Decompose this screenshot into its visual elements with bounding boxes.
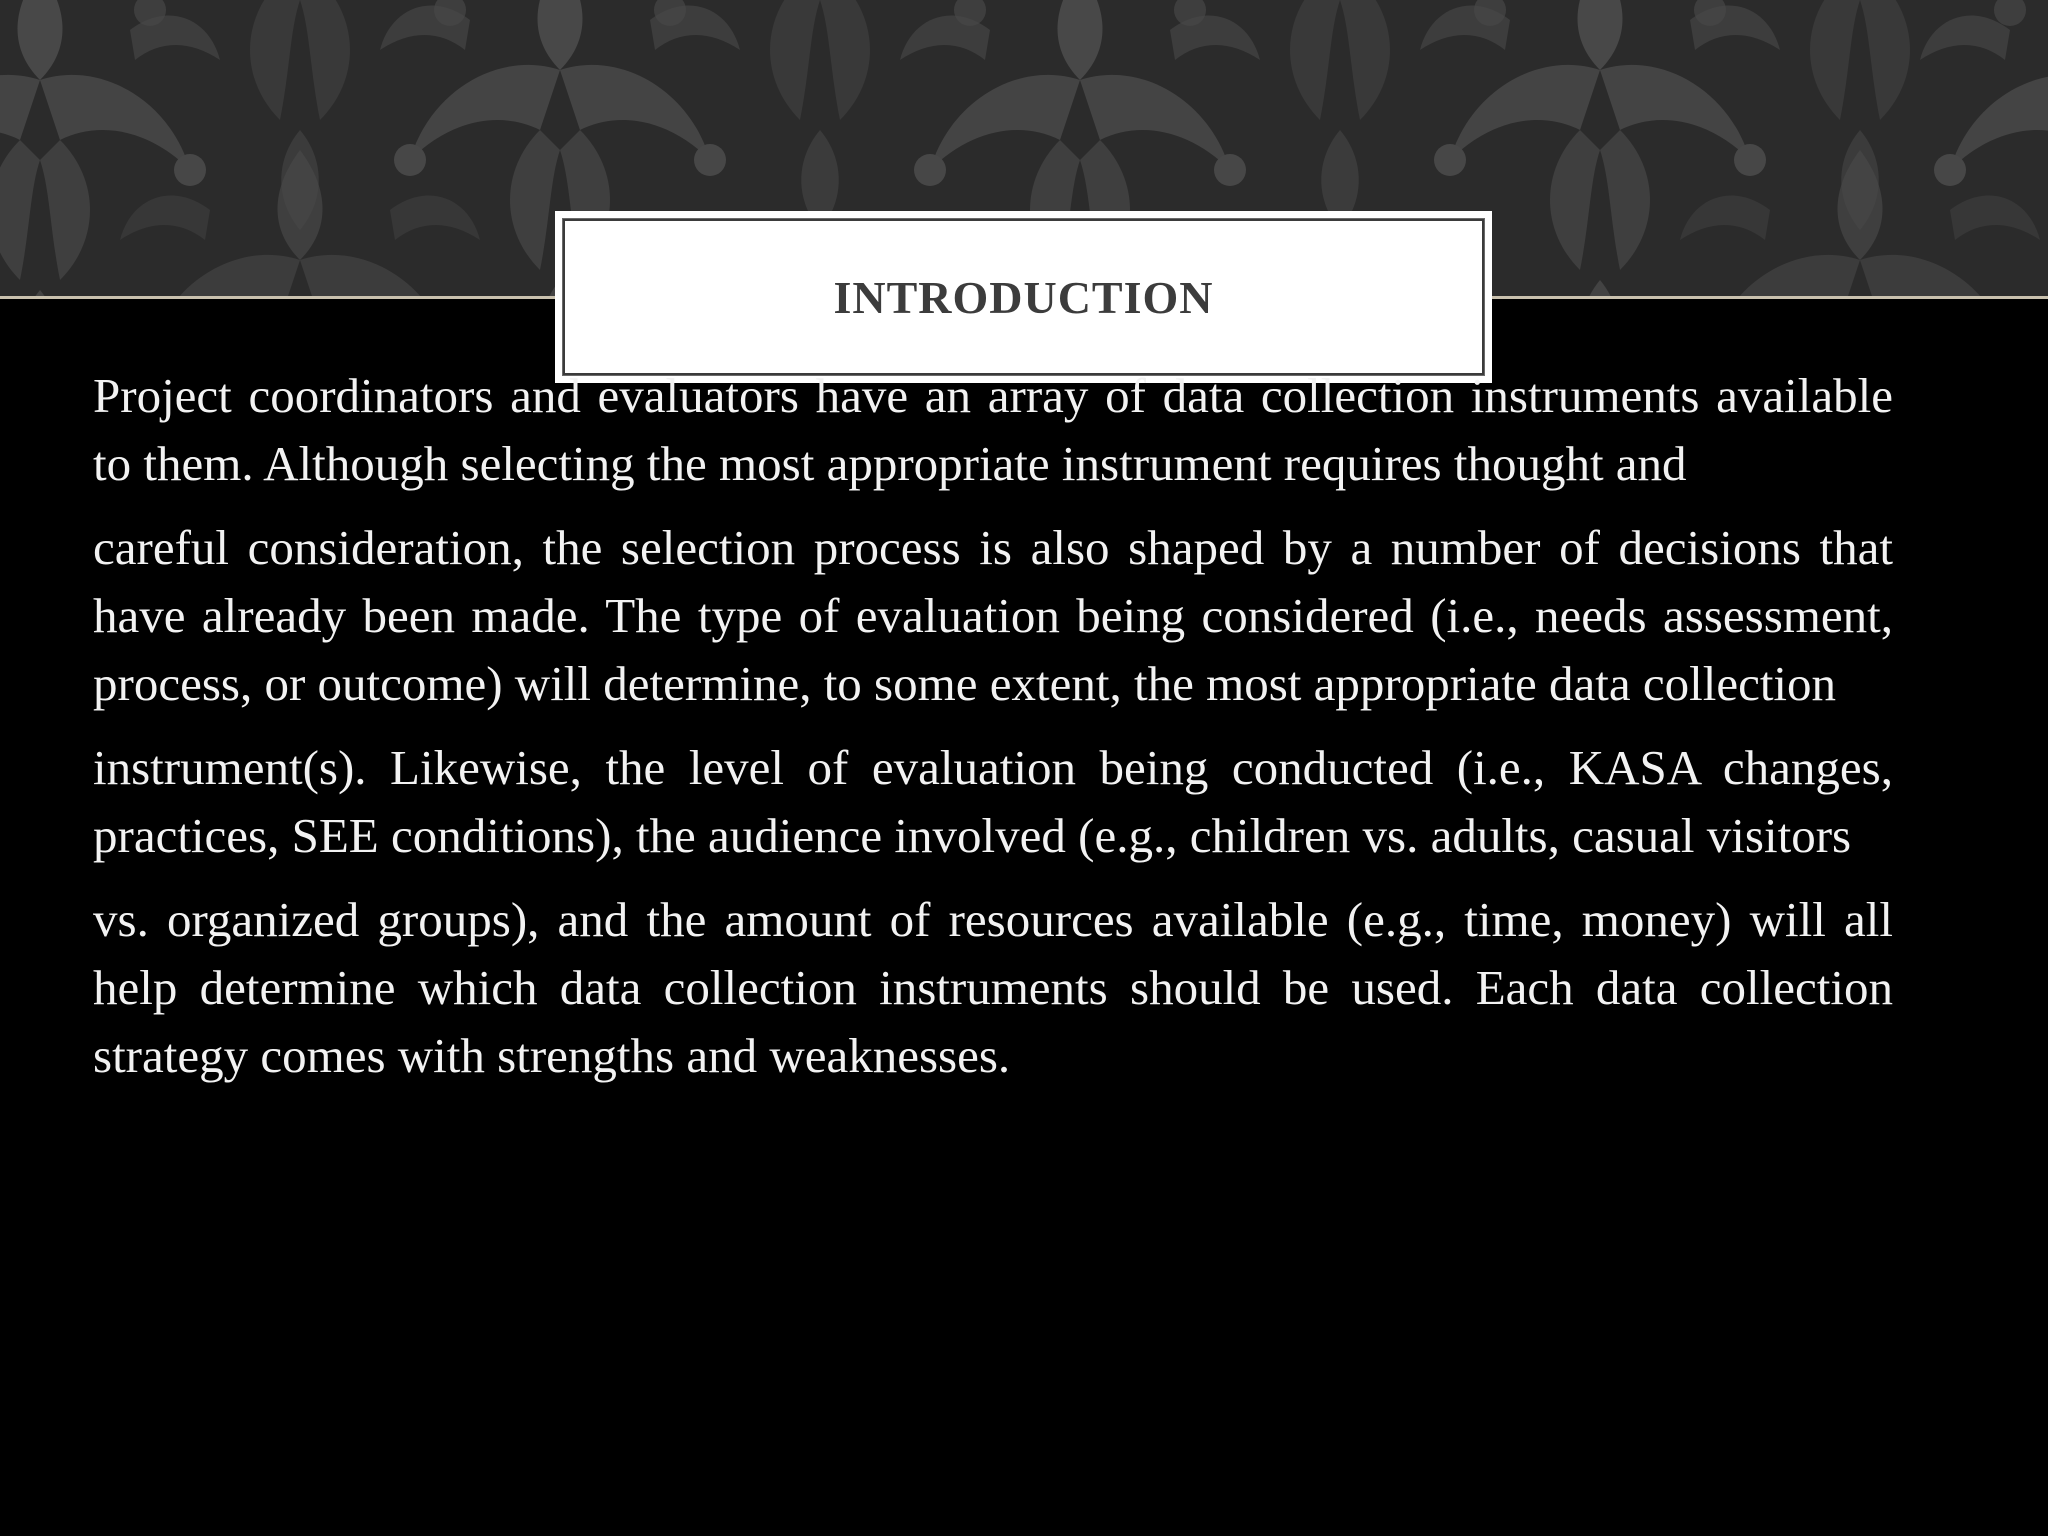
paragraph-1: Project coordinators and evaluators have an array of data collection instruments available to them. Although selecting the most appropriate instrument requires thought and (93, 368, 1893, 491)
title-box (555, 211, 1492, 383)
slide-title: INTRODUCTION (833, 271, 1214, 323)
body-text (93, 362, 1893, 1106)
paragraph-4: vs. organized groups), and the amount of resources available (e.g., time, money) will all help determine which data collection instruments should be used. Each data collection strategy comes with strengths and weaknesses. (93, 892, 1893, 1083)
paragraph-2: careful consideration, the selection process is also shaped by a number of decisions that have already been made. The type of evaluation being considered (i.e., needs assessment, process, or outcome) will determine, to some extent, the most appropriate data collection (93, 520, 1893, 711)
paragraph-3: instrument(s). Likewise, the level of evaluation being conducted (i.e., KASA changes, practices, SEE conditions), the audience involved (e.g., children vs. adults, casual visitors (93, 740, 1893, 863)
